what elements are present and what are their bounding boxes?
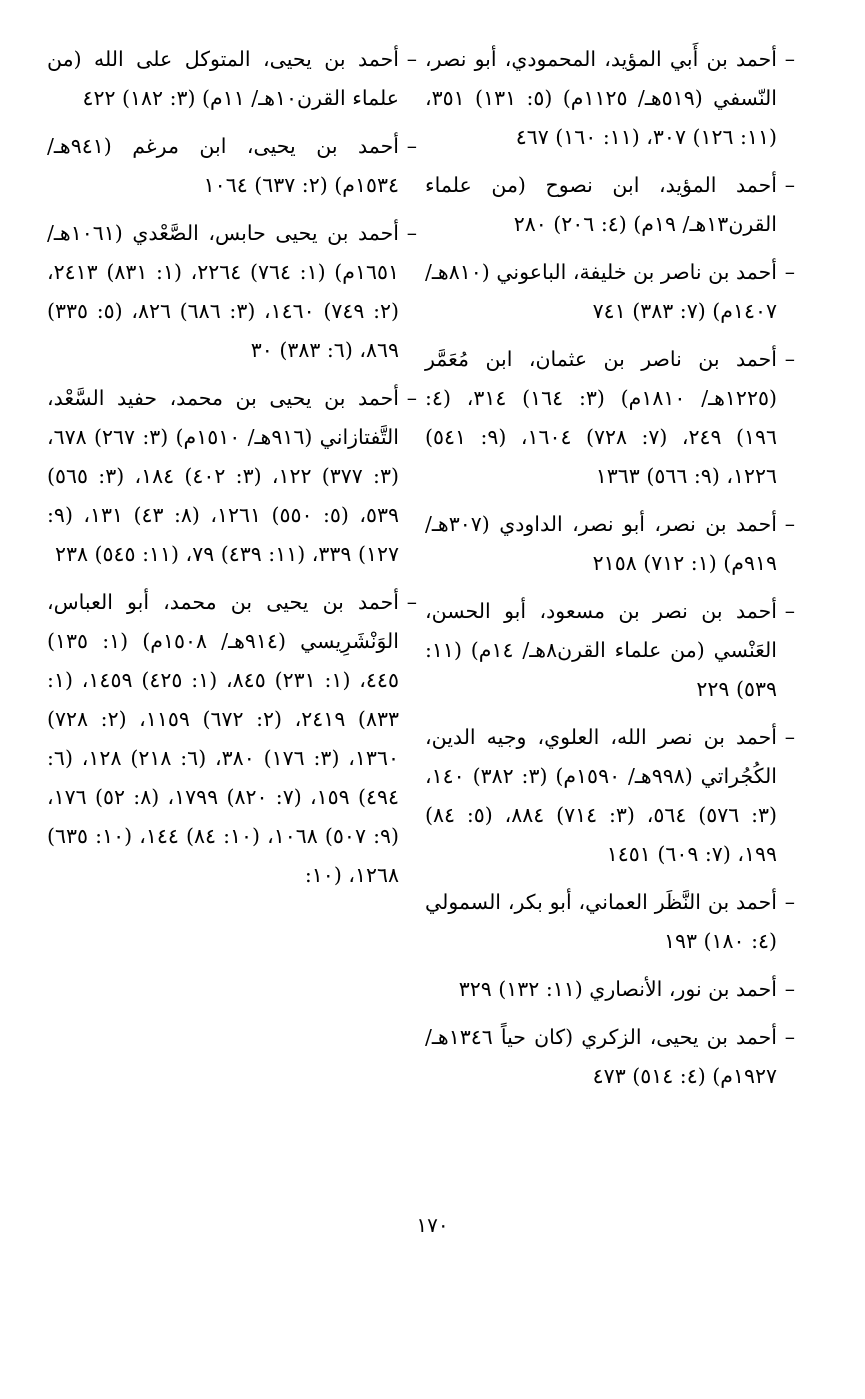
index-entry: [47, 214, 417, 370]
index-entry: [47, 127, 417, 205]
entry-dash: –: [784, 512, 795, 536]
index-entry: [425, 166, 795, 244]
index-entry: [425, 592, 795, 709]
page-number: ١٧٠: [416, 1213, 449, 1237]
index-entry: [425, 340, 795, 496]
entry-dash: –: [784, 890, 795, 914]
entry-dash: –: [784, 260, 795, 284]
entry-text: أحمد بن يحيى، المتوكل على الله (من علماء القرن١٠هـ/ ١١م) (٣: ١٨٢) ٤٢٢: [47, 47, 399, 110]
index-entry: [47, 379, 417, 574]
entry-text: أحمد بن أَبي المؤيد، المحمودي، أبو نصر، النّسفي (٥١٩هـ/ ١١٢٥م) (٥: ١٣١) ٣٥١، (١١: ١٢٦) ٣٠٧، (١١: ١٦٠) ٤٦٧: [425, 47, 777, 149]
index-entry: [425, 40, 795, 157]
entry-dash: –: [784, 1025, 795, 1049]
entry-text: أحمد بن يحيى حابس، الصَّعْدي (١٠٦١هـ/ ١٦٥١م) (١: ٧٦٤) ٢٢٦٤، (١: ٨٣١) ٢٤١٣، (٢: ٧٤٩) ١٤٦٠، (٣: ٦٨٦) ٨٢٦، (٥: ٣٣٥) ٨٦٩، (٦: ٣٨٣) ٣٠: [47, 221, 399, 362]
entry-text: أحمد بن ناصر بن عثمان، ابن مُعَمَّر (١٢٢٥هـ/ ١٨١٠م) (٣: ١٦٤) ٣١٤، (٤: ١٩٦) ٢٤٩، (٧: ٧٢٨) ١٦٠٤، (٩: ٥٤١) ١٢٢٦، (٩: ٥٦٦) ١٣٦٣: [425, 347, 778, 488]
entry-text: أحمد بن يحيى بن محمد، أبو العباس، الوَنْشَرِيسي (٩١٤هـ/ ١٥٠٨م) (١: ١٣٥) ٤٤٥، (١: ٢٣١) ٨٤٥، (١: ٤٢٥) ١٤٥٩، (١: ٨٣٣) ٢٤١٩، (٢: ٦٧٢) ١١٥٩، (٢: ٧٢٨) ١٣٦٠، (٣: ١٧٦) ٣٨٠، (٦: ٢١٨) ١٢٨، (٦: ٤٩٤) ١٥٩، (٧: ٨٢٠) ١٧٩٩، (٨: ٥٢) ١٧٦، (٩: ٥٠٧) ١٠٦٨، (١٠: ٨٤) ١٤٤، (١٠: ٦٣٥) ١٢٦٨، (١٠:: [47, 590, 400, 887]
entry-dash: –: [406, 590, 417, 614]
entry-text: أحمد بن يحيى بن محمد، حفيد السَّعْد، التَّفتازاني (٩١٦هـ/ ١٥١٠م) (٣: ٢٦٧) ٦٧٨، (٣: ٣٧٧) ١٢٢، (٣: ٤٠٢) ١٨٤، (٣: ٥٦٥) ٥٣٩، (٥: ٥٥٠) ١٢٦١، (٨: ٤٣) ١٣١، (٩: ١٢٧) ٣٣٩، (١١: ٤٣٩) ٧٩، (١١: ٥٤٥) ٢٣٨: [47, 386, 399, 566]
entry-dash: –: [406, 134, 417, 158]
index-entry: [47, 583, 417, 895]
entry-text: أحمد بن يحيى، ابن مرغم (٩٤١هـ/ ١٥٣٤م) (٢: ٦٣٧) ١٠٦٤: [47, 134, 399, 197]
entry-text: أحمد بن نصر الله، العلوي، وجيه الدين، الكُجُراتي (٩٩٨هـ/ ١٥٩٠م) (٣: ٣٨٢) ١٤٠، (٣: ٥٧٦) ٥٦٤، (٣: ٧١٤) ٨٨٤، (٥: ٨٤) ١٩٩، (٧: ٦٠٩) ١٤٥١: [425, 725, 777, 866]
entry-dash: –: [406, 47, 417, 71]
entry-dash: –: [784, 725, 795, 749]
index-entry: [425, 883, 795, 961]
entry-dash: –: [784, 977, 795, 1001]
index-column-right: [425, 40, 795, 1105]
entry-text: أحمد بن النَّظَر العماني، أبو بكر، السمولي (٤: ١٨٠) ١٩٣: [425, 890, 777, 953]
entry-text: أحمد بن ناصر بن خليفة، الباعوني (٨١٠هـ/ ١٤٠٧م) (٧: ٣٨٣) ٧٤١: [425, 260, 777, 323]
entry-text: أحمد المؤيد، ابن نصوح (من علماء القرن١٣هـ/ ١٩م) (٤: ٢٠٦) ٢٨٠: [425, 173, 777, 236]
entry-dash: –: [406, 221, 417, 245]
index-entry: [425, 718, 795, 874]
entry-dash: –: [784, 347, 795, 371]
index-entry: [425, 505, 795, 583]
index-column-left: [47, 40, 417, 904]
entry-dash: –: [784, 47, 795, 71]
entry-text: أحمد بن نور، الأنصاري (١١: ١٣٢) ٣٢٩: [458, 977, 777, 1001]
entry-dash: –: [406, 386, 417, 410]
entry-text: أحمد بن يحيى، الزكري (كان حياً ١٣٤٦هـ/ ١٩٢٧م) (٤: ٥١٤) ٤٧٣: [425, 1025, 777, 1088]
entry-text: أحمد بن نصر بن مسعود، أبو الحسن، العَنْسي (من علماء القرن٨هـ/ ١٤م) (١١: ٥٣٩) ٢٢٩: [425, 599, 777, 701]
entry-dash: –: [784, 599, 795, 623]
index-entry: [47, 40, 417, 118]
index-entry: [425, 253, 795, 331]
entry-text: أحمد بن نصر، أبو نصر، الداودي (٣٠٧هـ/ ٩١٩م) (١: ٧١٢) ٢١٥٨: [425, 512, 777, 575]
entry-dash: –: [784, 173, 795, 197]
index-entry: [425, 1018, 795, 1096]
index-entry: [425, 970, 795, 1009]
